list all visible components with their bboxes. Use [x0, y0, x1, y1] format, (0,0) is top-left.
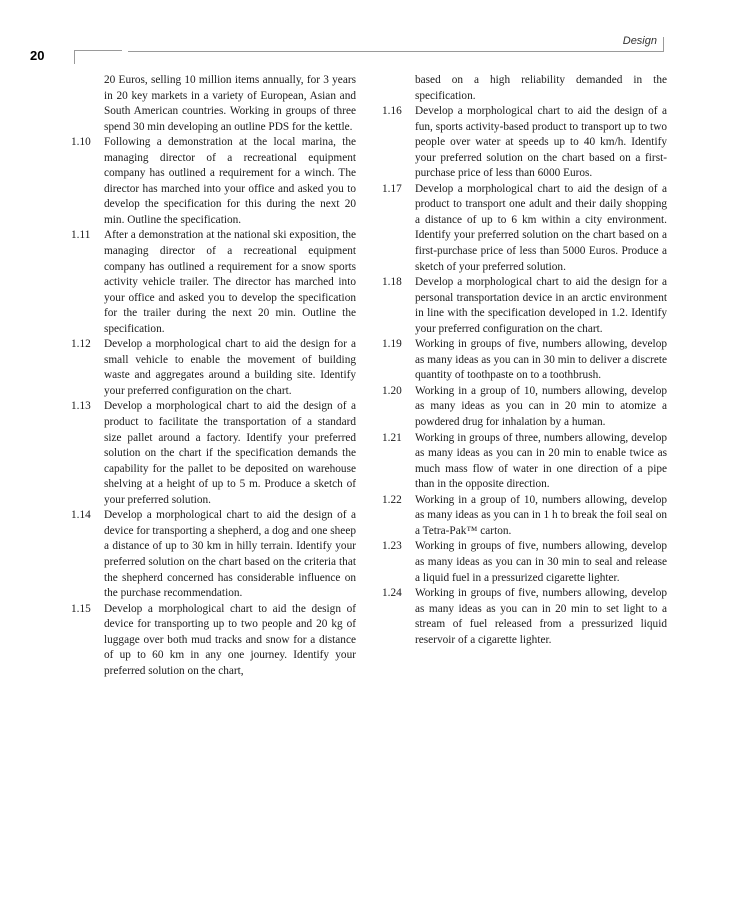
- exercise-number: 1.12: [71, 338, 91, 351]
- exercise-number: 1.17: [382, 182, 402, 195]
- exercise-item: [382, 431, 667, 493]
- continuation-text: 20 Euros, selling 10 million items annually, for 3 years in 20 key markets in a variety of European, Asian and South American countries. Working in groups of three spend 30 min developing an outline PDS for the kettle.: [104, 74, 356, 133]
- exercise-item: [382, 586, 667, 648]
- running-head: Design: [622, 35, 657, 47]
- exercise-item: [382, 493, 667, 540]
- exercise-item: [71, 508, 356, 601]
- exercise-number: 1.13: [71, 400, 91, 413]
- header-rule-left: [74, 50, 122, 51]
- exercise-text: After a demonstration at the national ski exposition, the managing director of a recreational equipment company has outlined a requirement for a snow sports activity vehicle trailer. The director has marched into your office and asked you to develop the specification for the trailer during the next 20 min. Outline the specification.: [104, 229, 356, 335]
- exercise-number: 1.11: [71, 229, 91, 242]
- exercise-item: [71, 399, 356, 508]
- right-column: [382, 73, 667, 648]
- exercise-item: [71, 135, 356, 228]
- exercise-number: 1.22: [382, 493, 402, 506]
- header-rule-right: [128, 51, 663, 52]
- exercise-text: Working in groups of five, numbers allowing, develop as many ideas as you can in 30 min to seal and release a liquid fuel in a pressurized cigarette lighter.: [415, 540, 667, 584]
- exercise-text: Develop a morphological chart to aid the design of a product to transport one adult and their daily shopping a distance of up to 6 km within a city environment. Identify your preferred solution on the chart based on a first-purchase price of less than 5000 Euros. Produce a sketch of your preferred solution.: [415, 182, 667, 273]
- exercise-item: [382, 104, 667, 182]
- page-number: 20: [30, 48, 45, 63]
- exercise-item: [382, 539, 667, 586]
- exercise-item: [71, 228, 356, 337]
- exercise-item: [71, 602, 356, 680]
- header-rule-left-vertical: [74, 50, 75, 64]
- exercise-number: 1.19: [382, 338, 402, 351]
- exercise-text: Develop a morphological chart to aid the design of a fun, sports activity-based product to transport up to two people over water at speeds up to 40 km/h. Identify your preferred solution on the chart based on a first-purchase price of less than 6000 Euros.: [415, 105, 667, 180]
- exercise-item: [382, 182, 667, 275]
- left-column: [71, 73, 356, 679]
- exercise-text: Develop a morphological chart to aid the design of device for transporting up to two people and 20 kg of luggage over both mud tracks and snow for a distance of up to 60 km in any one journey. Identify your preferred solution on the chart,: [104, 602, 356, 677]
- exercise-number: 1.24: [382, 587, 402, 600]
- exercise-text: Working in a group of 10, numbers allowing, develop as many ideas as you can in 1 h to break the foil seal on a Tetra-Pak™ carton.: [415, 493, 667, 537]
- exercise-number: 1.16: [382, 105, 402, 118]
- exercise-item: [382, 275, 667, 337]
- exercise-number: 1.15: [71, 602, 91, 615]
- exercise-text: Working in groups of three, numbers allowing, develop as many ideas as you can in 20 min to enable twice as much mass flow of water in one direction of a pipe than in the opposite direction.: [415, 431, 667, 491]
- exercise-text: Working in groups of five, numbers allowing, develop as many ideas as you can in 30 min to deliver a discrete quantity of toothpaste on to a toothbrush.: [415, 338, 667, 382]
- exercise-number: 1.14: [71, 509, 91, 522]
- exercise-text: Develop a morphological chart to aid the design of a product to facilitate the transportation of a standard size pallet around a factory. Identify your preferred solution on the chart if the specification demands the capability for the pallet to be deposited on warehouse shelving at a height of up to 5 m. Produce a sketch of your preferred solution.: [104, 400, 356, 506]
- exercise-text: Working in groups of five, numbers allowing, develop as many ideas as you can in 20 min to set light to a stream of fuel released from a pressurized liquid reservoir of a cigarette lighter.: [415, 587, 667, 646]
- exercise-number: 1.20: [382, 384, 402, 397]
- exercise-item: [71, 337, 356, 399]
- exercise-text: Develop a morphological chart to aid the design of a device for transporting a shepherd, a dog and one sheep a distance of up to 30 km in hilly terrain. Identify your preferred solution on the chart based on the criteria that the shepherd concerned has considerable influence on the purchase recommendation.: [104, 509, 356, 600]
- exercise-text: Working in a group of 10, numbers allowing, develop as many ideas as you can in 20 min to atomize a powdered drug for inhalation by a human.: [415, 384, 667, 429]
- exercise-item: [382, 337, 667, 384]
- exercise-number: 1.21: [382, 431, 402, 444]
- exercise-number: 1.23: [382, 540, 402, 553]
- continuation-text: based on a high reliability demanded in the specification.: [415, 74, 667, 102]
- exercise-number: 1.10: [71, 136, 91, 149]
- exercise-number: 1.18: [382, 276, 402, 289]
- header-rule-right-vertical: [663, 37, 664, 52]
- exercise-text: Develop a morphological chart to aid the design for a small vehicle to enable the movement of building waste and aggregates around a building site. Identify your preferred configuration on the chart.: [104, 338, 356, 397]
- exercise-item: [382, 384, 667, 431]
- exercise-text: Develop a morphological chart to aid the design for a personal transportation device in an arctic environment in line with the specification developed in 1.2. Identify your preferred configuration on the chart.: [415, 276, 667, 335]
- exercise-text: Following a demonstration at the local marina, the managing director of a recreational equipment company has outlined a requirement for a winch. The director has marched into your office and asked you to develop the specification for this during the next 20 min. Outline the specification.: [104, 136, 356, 226]
